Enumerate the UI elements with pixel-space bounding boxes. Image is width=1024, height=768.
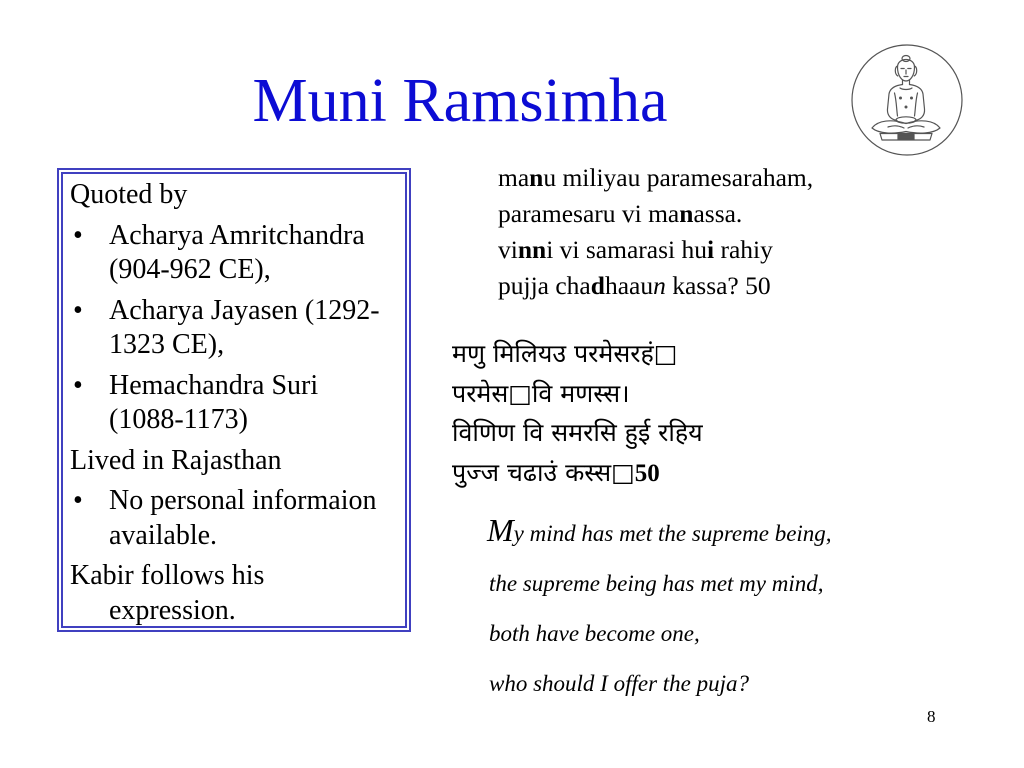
verse-number: 50 [634,459,660,487]
transliteration-segment: paramesaru vi ma [498,199,680,228]
transliteration-segment: pujja cha [498,271,591,300]
devanagari-line [452,334,703,374]
bullet: • [73,369,83,401]
quoted-source-item [70,294,405,363]
quoted-source-line: (904-962 CE), [109,254,271,285]
location-text: Lived in Rajasthan [70,444,282,476]
kabir-line: Kabir follows his [70,560,265,591]
devanagari-verse [452,334,703,493]
transliteration-block [498,160,813,304]
transliteration-segment: vi [498,235,518,264]
translation-line: My mind has met the supreme being, [487,512,832,548]
devanagari-line [452,453,703,494]
translation-line: who should I offer the puja? [489,671,750,696]
quoted-source-item [70,369,405,438]
transliteration-emphasis: d [590,271,605,300]
devanagari-line [452,374,703,414]
transliteration-emphasis: n [529,163,544,192]
devanagari-line [452,413,703,453]
quoted-by-heading: Quoted by [70,179,188,210]
translation-line: the supreme being has met my mind, [489,571,824,596]
bullet: • [73,219,83,251]
page-number: 8 [927,707,936,726]
transliteration-segment: u miliyau paramesaraham, [543,163,814,192]
devanagari-text: विणिण वि समरसि हुई रहिय [452,418,703,447]
bullet: • [73,485,83,516]
note-line: available. [109,519,218,551]
note-line: No personal informaion [109,485,377,516]
slide-title: Muni Ramsimha [252,67,668,135]
transliteration-emphasis: n [679,199,694,228]
transliteration-line [498,232,813,268]
transliteration-segment: i vi samarasi hu [546,235,707,264]
english-translation [487,505,832,709]
kabir-note [70,559,405,628]
transliteration-line [498,196,813,232]
quoted-source-line: (1088-1173) [109,404,248,435]
seated-jina-figure-icon [850,43,964,157]
note-item [70,484,405,553]
info-box [57,168,411,632]
emblem-drawing [850,43,964,157]
kabir-line: expression. [109,594,236,626]
devanagari-text: परमेस□वि मणस्स। [452,378,630,408]
transliteration-line [498,160,813,196]
quoted-source-line: Acharya Amritchandra [109,219,365,251]
quoted-source-line: 1323 CE), [109,329,225,360]
transliteration-italic: n [653,271,666,300]
transliteration-line [498,268,813,304]
translation-line: both have become one, [489,621,700,646]
devanagari-text: पुज्ज चढाउं कस्स□ [452,457,635,487]
transliteration-segment: rahiy [714,235,773,264]
quoted-source-line: Hemachandra Suri [109,369,319,401]
transliteration-segment: kassa? 50 [665,271,771,300]
transliteration-segment: ma [498,163,530,192]
quoted-source-line: Acharya Jayasen (1292- [109,294,380,326]
transliteration-segment: assa. [693,199,743,228]
transliteration-emphasis: nn [517,235,547,264]
quoted-source-item [70,219,405,288]
transliteration-segment: haau [604,271,654,300]
bullet: • [73,294,83,326]
transliteration-emphasis: i [706,235,715,264]
devanagari-text: मणु मिलियउ परमेसरहं□ [452,339,678,368]
